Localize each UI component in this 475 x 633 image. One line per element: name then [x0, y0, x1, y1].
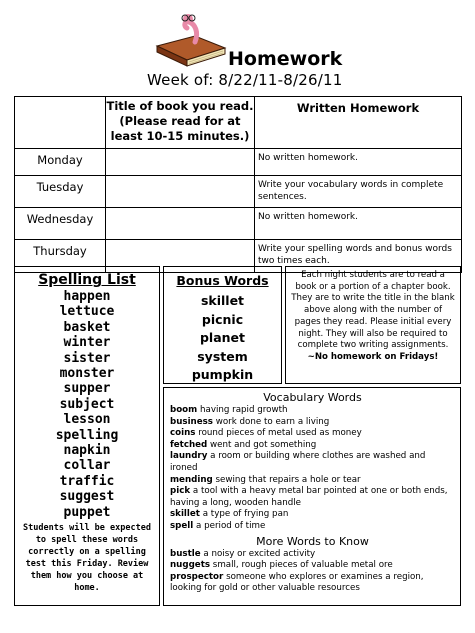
spelling-word: traffic	[59, 473, 115, 489]
vocab-entry	[170, 405, 455, 417]
vocab-definition: sewing that repairs a hole or tear	[215, 474, 361, 485]
vocab-definition: a type of frying pan	[202, 509, 289, 520]
spelling-words-list	[15, 289, 159, 520]
spelling-word: winter	[63, 335, 111, 351]
bonus-word: picnic	[201, 311, 244, 327]
page-title: Homework	[228, 48, 343, 70]
vocab-word: skillet	[170, 509, 200, 520]
bonus-word: skillet	[200, 293, 245, 308]
day-label: Monday	[15, 149, 106, 176]
bookworm-book-icon	[155, 10, 227, 68]
vocab-entry	[170, 486, 455, 509]
spelling-word: monster	[59, 366, 115, 382]
vocab-definition: went and got something	[210, 439, 317, 450]
written-homework-header: Written Homework	[255, 97, 462, 149]
bonus-words-box	[163, 266, 282, 384]
spelling-word: puppet	[63, 504, 111, 520]
vocab-word: nuggets	[170, 560, 211, 571]
vocab-entry	[170, 560, 455, 572]
vocab-word: laundry	[170, 451, 208, 462]
spelling-word: subject	[59, 396, 115, 412]
week-of-dates: Week of: 8/22/11-8/26/11	[147, 71, 343, 89]
written-homework-cell: Write your vocabulary words in complete sentences.	[255, 176, 462, 208]
spelling-word: lesson	[63, 412, 111, 428]
vocab-entry	[170, 440, 455, 452]
spelling-test-note: Students will be expected to spell these words correctly on a spelling test this Friday. Review them how you choose at home.	[23, 523, 151, 594]
vocab-definition: having rapid growth	[199, 405, 288, 415]
vocab-definition: small, rough pieces of valuable metal ore	[212, 560, 393, 571]
vocab-word: fetched	[170, 439, 208, 450]
bonus-word: system	[197, 348, 248, 364]
vocab-definition: round pieces of metal used as money	[198, 428, 362, 439]
vocab-definition: someone who explores or examines a region, looking for gold or other valuable resources	[170, 571, 424, 594]
reading-instructions-text: Each night students are to read a book or a portion of a chapter book. They are to write the title in the blank above along with the number of pages they read. Please initial every night. They will also be required to complete two writing assignments.	[291, 270, 455, 351]
vocab-definition: a room or building where clothes are washed and ironed	[170, 451, 426, 473]
vocab-word: mending	[170, 474, 213, 485]
spelling-word: napkin	[63, 443, 111, 459]
table-row	[15, 149, 462, 176]
vocab-entry	[170, 417, 455, 429]
written-homework-cell: Write your spelling words and bonus words two times each.	[255, 240, 462, 273]
written-homework-cell: No written homework.	[255, 149, 462, 176]
vocab-entry	[170, 549, 455, 561]
no-friday-homework-note: ~No homework on Fridays!	[307, 351, 439, 362]
spelling-word: sister	[63, 350, 111, 366]
day-label: Wednesday	[15, 208, 106, 240]
spelling-word: basket	[63, 319, 111, 335]
vocab-definition: work done to earn a living	[215, 416, 330, 427]
spelling-word: happen	[63, 289, 111, 304]
vocab-entry	[170, 521, 455, 533]
bonus-words-list	[164, 292, 281, 385]
vocab-entry	[170, 451, 455, 474]
book-title-header: Title of book you read. (Please read for at least 10-15 minutes.)	[106, 97, 255, 149]
spelling-word: collar	[63, 458, 111, 474]
vocab-word: coins	[170, 428, 196, 439]
day-label: Tuesday	[15, 176, 106, 208]
book-title-field[interactable]	[106, 176, 255, 208]
vocabulary-heading: Vocabulary Words	[263, 391, 362, 404]
vocab-word: bustle	[170, 548, 201, 559]
table-row	[15, 176, 462, 208]
day-label: Thursday	[15, 240, 106, 273]
spelling-word: supper	[63, 381, 111, 397]
blank-header-cell	[15, 97, 106, 149]
bonus-word: planet	[199, 330, 246, 345]
written-homework-cell: No written homework.	[255, 208, 462, 240]
table-header-row	[15, 97, 462, 149]
reading-instructions-box	[285, 266, 461, 384]
vocab-entry	[170, 509, 455, 521]
book-title-field[interactable]	[106, 149, 255, 176]
vocab-word: spell	[170, 520, 194, 531]
vocab-definition: a tool with a heavy metal bar pointed at one or both ends, having a long, wooden handle	[170, 486, 448, 508]
vocab-word: business	[170, 416, 213, 427]
spelling-word: lettuce	[59, 304, 115, 320]
homework-table	[14, 96, 462, 273]
spelling-word: suggest	[59, 489, 115, 505]
vocab-entry	[170, 428, 455, 440]
vocab-entry	[170, 572, 455, 595]
table-row	[15, 208, 462, 240]
more-words-heading: More Words to Know	[256, 534, 369, 548]
book-title-field[interactable]	[106, 208, 255, 240]
vocab-word: boom	[170, 405, 198, 415]
vocab-word: pick	[170, 486, 191, 497]
vocab-entry	[170, 475, 455, 487]
vocab-word: prospector	[170, 571, 224, 582]
vocab-definition: a noisy or excited activity	[203, 548, 316, 559]
spelling-word: spelling	[55, 427, 119, 443]
vocabulary-box	[163, 387, 461, 606]
vocab-definition: a period of time	[196, 520, 266, 531]
spelling-list-box	[14, 266, 160, 606]
spelling-list-heading: Spelling List	[38, 272, 136, 288]
bonus-word: pumpkin	[191, 367, 254, 382]
bonus-words-heading: Bonus Words	[176, 273, 269, 288]
